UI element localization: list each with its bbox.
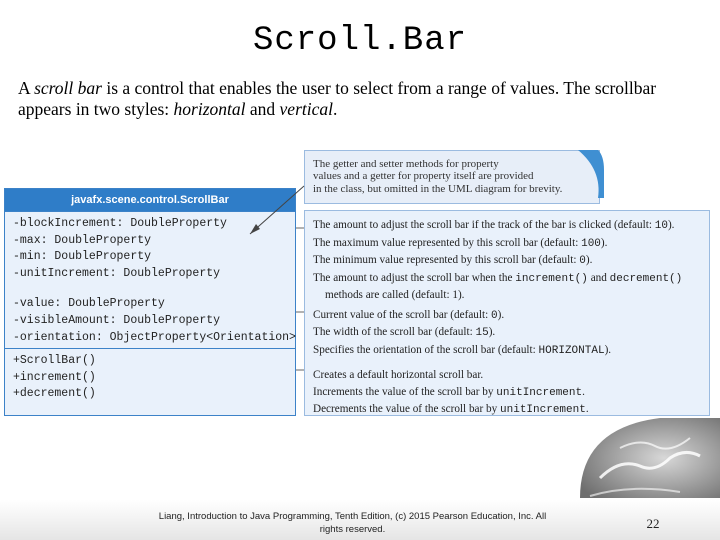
desc-decrement: Decrements the value of the scroll bar by unitIncrement. xyxy=(313,403,589,416)
desc-unit-increment: The amount to adjust the scroll bar when the increment() and decrement() xyxy=(313,271,683,285)
page-number: 22 xyxy=(646,516,660,531)
desc-visible-amount: The width of the scroll bar (default: 15). xyxy=(313,326,496,339)
uml-property: -max: DoubleProperty xyxy=(13,233,152,247)
uml-property: -orientation: ObjectProperty<Orientation> xyxy=(13,330,296,344)
intro-paragraph: A scroll bar is a control that enables the user to select from a range of values. The scrollbar appears in two styles: horizontal and vertical. xyxy=(18,78,657,119)
uml-method: +decrement() xyxy=(13,387,96,401)
desc-max: The maximum value represented by this scroll bar (default: 100). xyxy=(313,236,608,250)
desc-min: The minimum value represented by this scroll bar (default: 0). xyxy=(313,254,593,267)
slide-title: Scroll.Bar xyxy=(252,22,468,60)
uml-method: +ScrollBar() xyxy=(13,354,96,368)
desc-constructor: Creates a default horizontal scroll bar. xyxy=(313,369,484,381)
description-panel xyxy=(304,210,710,416)
desc-orientation: Specifies the orientation of the scroll bar (default: HORIZONTAL). xyxy=(313,343,612,357)
desc-increment: Increments the value of the scroll bar by unitIncrement. xyxy=(313,385,585,399)
uml-property: -visibleAmount: DoubleProperty xyxy=(13,313,221,327)
uml-method: +increment() xyxy=(13,370,96,384)
uml-property: -min: DoubleProperty xyxy=(13,250,152,264)
uml-property: -unitIncrement: DoubleProperty xyxy=(13,266,221,280)
desc-block-increment: The amount to adjust the scroll bar if the track of the bar is clicked (default: 10). xyxy=(313,219,675,232)
footer-credit: Liang, Introduction to Java Programming, Tenth Edition, (c) 2015 Pearson Education, Inc. All rights reserved. xyxy=(158,511,547,535)
uml-class-name: javafx.scene.control.ScrollBar xyxy=(5,189,295,211)
uml-properties xyxy=(5,211,295,348)
uml-property: -value: DoubleProperty xyxy=(13,297,165,311)
uml-property: -blockIncrement: DoubleProperty xyxy=(13,217,227,230)
uml-class-box xyxy=(4,188,296,416)
uml-note: The getter and setter methods for property values and a getter for property itself are provided in the class, but omitted in the UML diagram for brevity. xyxy=(304,150,600,204)
globe-icon xyxy=(560,418,720,498)
desc-unit-increment-cont: methods are called (default: 1). xyxy=(325,289,465,301)
note-fold-icon xyxy=(576,150,604,198)
desc-value: Current value of the scroll bar (default: 0). xyxy=(313,308,505,322)
uml-methods xyxy=(5,348,295,407)
